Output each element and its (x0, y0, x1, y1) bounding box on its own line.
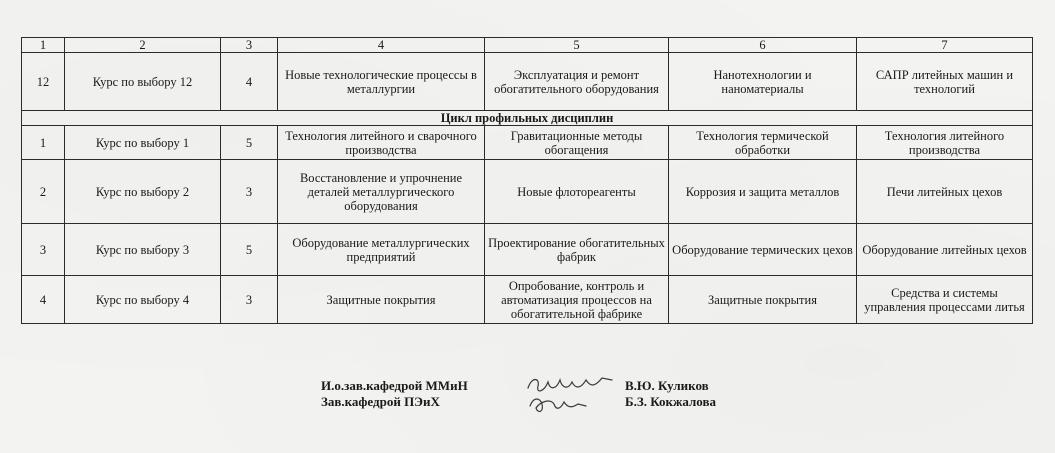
course-name: Курс по выбору 1 (65, 126, 221, 160)
row-number: 1 (22, 126, 65, 160)
handwritten-signature (520, 368, 620, 418)
discipline-cell: Оборудование металлургических предприятий (278, 224, 485, 276)
table-row (22, 126, 1033, 160)
signatory-positions (321, 378, 468, 410)
discipline-cell: Проектирование обогатительных фабрик (485, 224, 669, 276)
section-title: Цикл профильных дисциплин (22, 111, 1033, 126)
discipline-cell: Защитные покрытия (669, 276, 857, 324)
section-header-row (22, 111, 1033, 126)
curriculum-table (21, 37, 1033, 324)
discipline-cell: Нанотехнологии и наноматериалы (669, 53, 857, 111)
header-cell: 7 (857, 38, 1033, 53)
table-row (22, 160, 1033, 224)
credits: 5 (221, 126, 278, 160)
discipline-cell: Гравитационные методы обогащения (485, 126, 669, 160)
discipline-cell: Оборудование термических цехов (669, 224, 857, 276)
table-row (22, 53, 1033, 111)
table-row (22, 276, 1033, 324)
header-cell: 2 (65, 38, 221, 53)
table-row (22, 224, 1033, 276)
signatory-names (625, 378, 716, 410)
signatory-name: Б.З. Кокжалова (625, 394, 717, 409)
credits: 4 (221, 53, 278, 111)
discipline-cell: Средства и системы управления процессами литья (857, 276, 1033, 324)
course-name: Курс по выбору 2 (65, 160, 221, 224)
credits: 3 (221, 276, 278, 324)
header-cell: 6 (669, 38, 857, 53)
discipline-cell: Эксплуатация и ремонт обогатительного оборудования (485, 53, 669, 111)
header-cell: 4 (278, 38, 485, 53)
signatory-name: В.Ю. Куликов (625, 378, 709, 393)
header-cell: 3 (221, 38, 278, 53)
discipline-cell: Технология термической обработки (669, 126, 857, 160)
discipline-cell: Технология литейного производства (857, 126, 1033, 160)
header-row (22, 38, 1033, 53)
discipline-cell: Новые технологические процессы в металлургии (278, 53, 485, 111)
discipline-cell: Технология литейного и сварочного производства (278, 126, 485, 160)
discipline-cell: Новые флотореагенты (485, 160, 669, 224)
course-name: Курс по выбору 12 (65, 53, 221, 111)
row-number: 4 (22, 276, 65, 324)
discipline-cell: Защитные покрытия (278, 276, 485, 324)
row-number: 12 (22, 53, 65, 111)
discipline-cell: Опробование, контроль и автоматизация процессов на обогатительной фабрике (485, 276, 669, 324)
discipline-cell: Печи литейных цехов (857, 160, 1033, 224)
discipline-cell: Восстановление и упрочнение деталей металлургического оборудования (278, 160, 485, 224)
discipline-cell: САПР литейных машин и технологий (857, 53, 1033, 111)
credits: 5 (221, 224, 278, 276)
row-number: 2 (22, 160, 65, 224)
discipline-cell: Коррозия и защита металлов (669, 160, 857, 224)
position-title: И.о.зав.кафедрой ММиН (321, 378, 468, 393)
discipline-cell: Оборудование литейных цехов (857, 224, 1033, 276)
course-name: Курс по выбору 3 (65, 224, 221, 276)
course-name: Курс по выбору 4 (65, 276, 221, 324)
credits: 3 (221, 160, 278, 224)
row-number: 3 (22, 224, 65, 276)
header-cell: 5 (485, 38, 669, 53)
position-title: Зав.кафедрой ПЭиХ (321, 394, 440, 409)
header-cell: 1 (22, 38, 65, 53)
